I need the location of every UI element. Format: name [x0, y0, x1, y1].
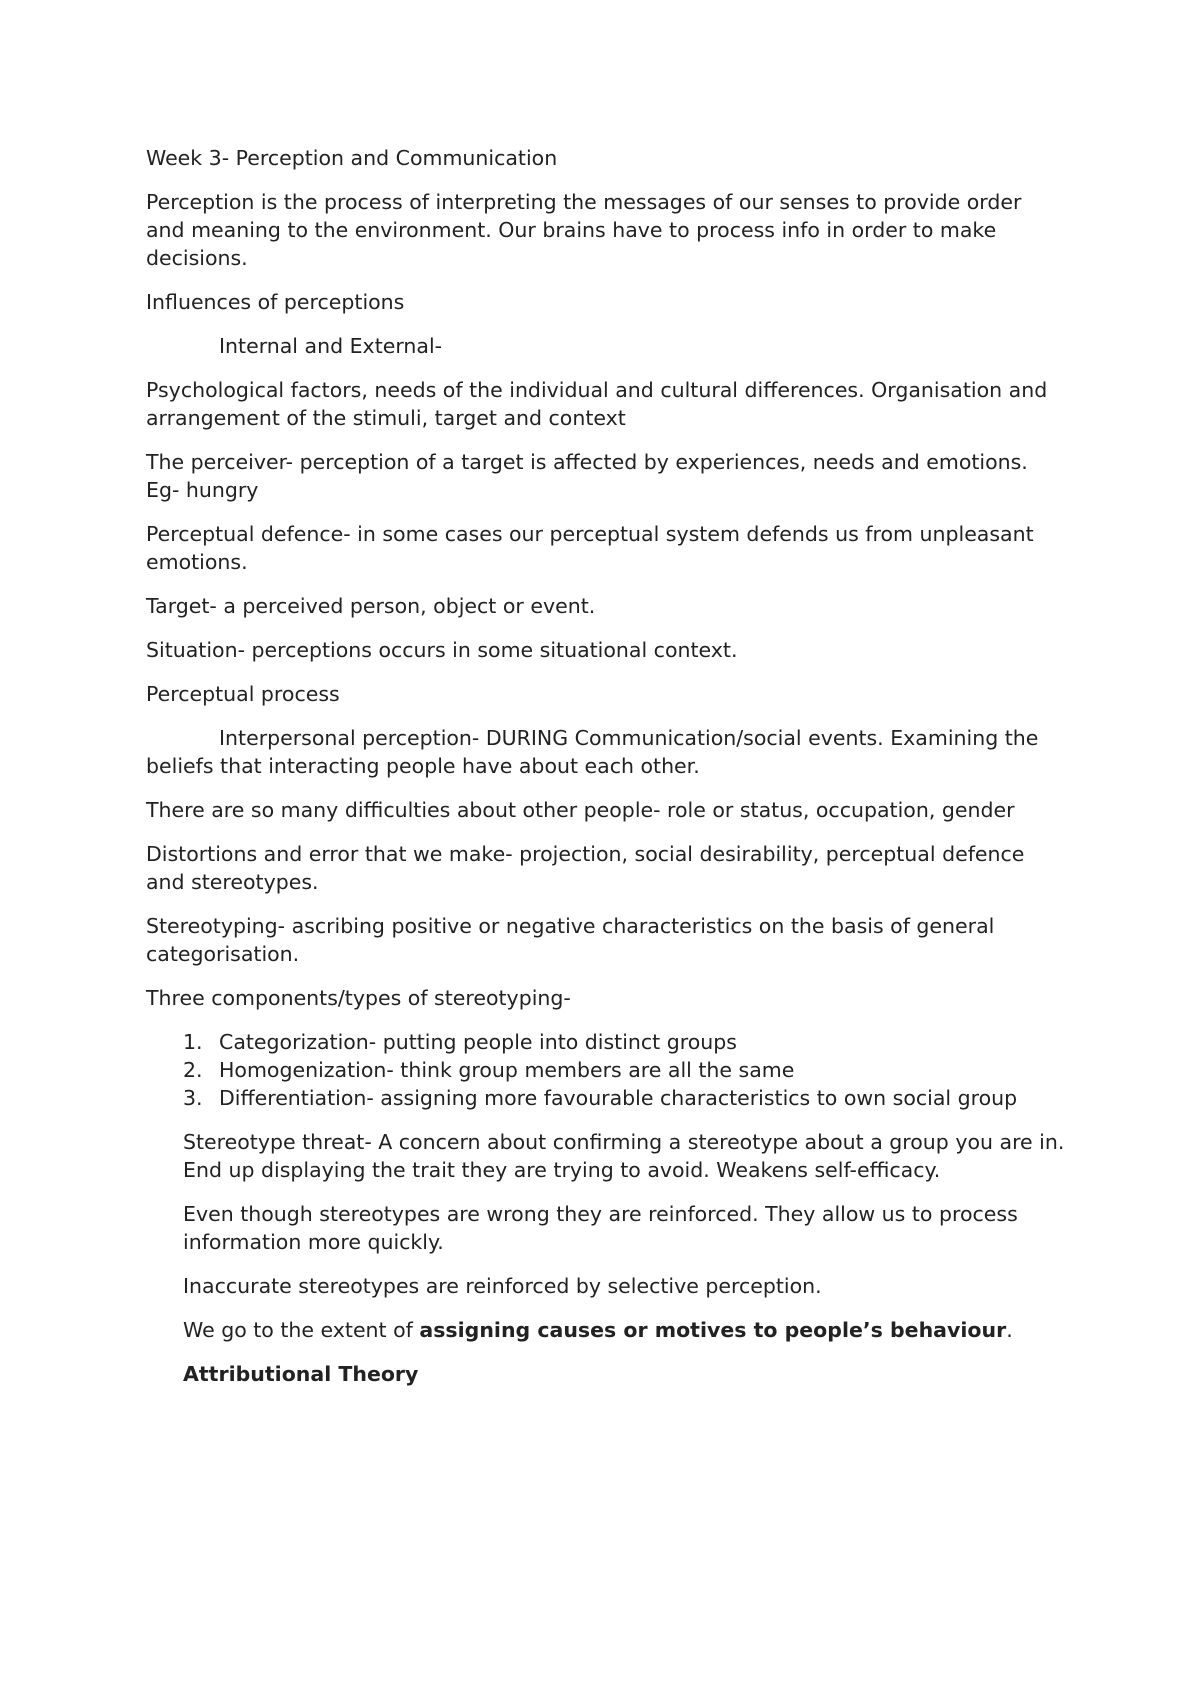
paragraph-three-components: Three components/types of stereotyping-: [146, 986, 571, 1010]
extent-bold: assigning causes or motives to people’s behaviour: [419, 1318, 1007, 1342]
paragraph-distortions: Distortions and error that we make- projection, social desirability, perceptual defence and stereotypes.: [146, 842, 1025, 894]
list-item-text: Homogenization- think group members are all the same: [219, 1058, 795, 1082]
extent-prefix: We go to the extent of: [183, 1318, 420, 1342]
list-item: [146, 1084, 1066, 1112]
extent-suffix: .: [1006, 1318, 1013, 1342]
paragraph-interpersonal: Interpersonal perception- DURING Communication/social events. Examining the beliefs that interacting people have about each other.: [146, 726, 1039, 778]
paragraph-stereotype-threat: Stereotype threat- A concern about confirming a stereotype about a group you are in. End up displaying the trait they are trying to avoid. Weakens self-efficacy.: [183, 1130, 1065, 1182]
list-item-text: Categorization- putting people into distinct groups: [219, 1030, 737, 1054]
list-item-number: 2.: [183, 1058, 203, 1082]
paragraph-difficulties: There are so many difficulties about other people- role or status, occupation, gender: [146, 798, 1015, 822]
paragraph-target: Target- a perceived person, object or event.: [146, 594, 596, 618]
paragraph-definition: Perception is the process of interpreting the messages of our senses to provide order and meaning to the environment. Our brains have to process info in order to make decisions.: [146, 190, 1022, 270]
document-title: Week 3- Perception and Communication: [146, 146, 558, 170]
paragraph-internal-external: Internal and External-: [219, 334, 443, 358]
attributional-theory-text: Attributional Theory: [183, 1362, 419, 1386]
list-item: [146, 1028, 1066, 1056]
paragraph-stereotyping: Stereotyping- ascribing positive or negative characteristics on the basis of general categorisation.: [146, 914, 995, 966]
paragraph-situation: Situation- perceptions occurs in some situational context.: [146, 638, 738, 662]
paragraph-psych-factors: Psychological factors, needs of the individual and cultural differences. Organisation and arrangement of the stimuli, target and context: [146, 378, 1048, 430]
paragraph-extent: [183, 1316, 1066, 1344]
stereotyping-list: [146, 1028, 1066, 1112]
document-page: [146, 144, 1066, 1404]
heading-influences: Influences of perceptions: [146, 290, 405, 314]
paragraph-even-though: Even though stereotypes are wrong they are reinforced. They allow us to process information more quickly.: [183, 1202, 1018, 1254]
paragraph-defence: Perceptual defence- in some cases our perceptual system defends us from unpleasant emotions.: [146, 522, 1034, 574]
list-item: [146, 1056, 1066, 1084]
heading-perceptual-process: Perceptual process: [146, 682, 340, 706]
list-item-number: 1.: [183, 1030, 203, 1054]
paragraph-inaccurate: Inaccurate stereotypes are reinforced by selective perception.: [183, 1274, 822, 1298]
list-item-number: 3.: [183, 1086, 203, 1110]
list-item-text: Differentiation- assigning more favourable characteristics to own social group: [219, 1086, 1018, 1110]
heading-attributional-theory: [183, 1360, 1066, 1388]
paragraph-perceiver: The perceiver- perception of a target is affected by experiences, needs and emotions. Eg- hungry: [146, 450, 1028, 502]
